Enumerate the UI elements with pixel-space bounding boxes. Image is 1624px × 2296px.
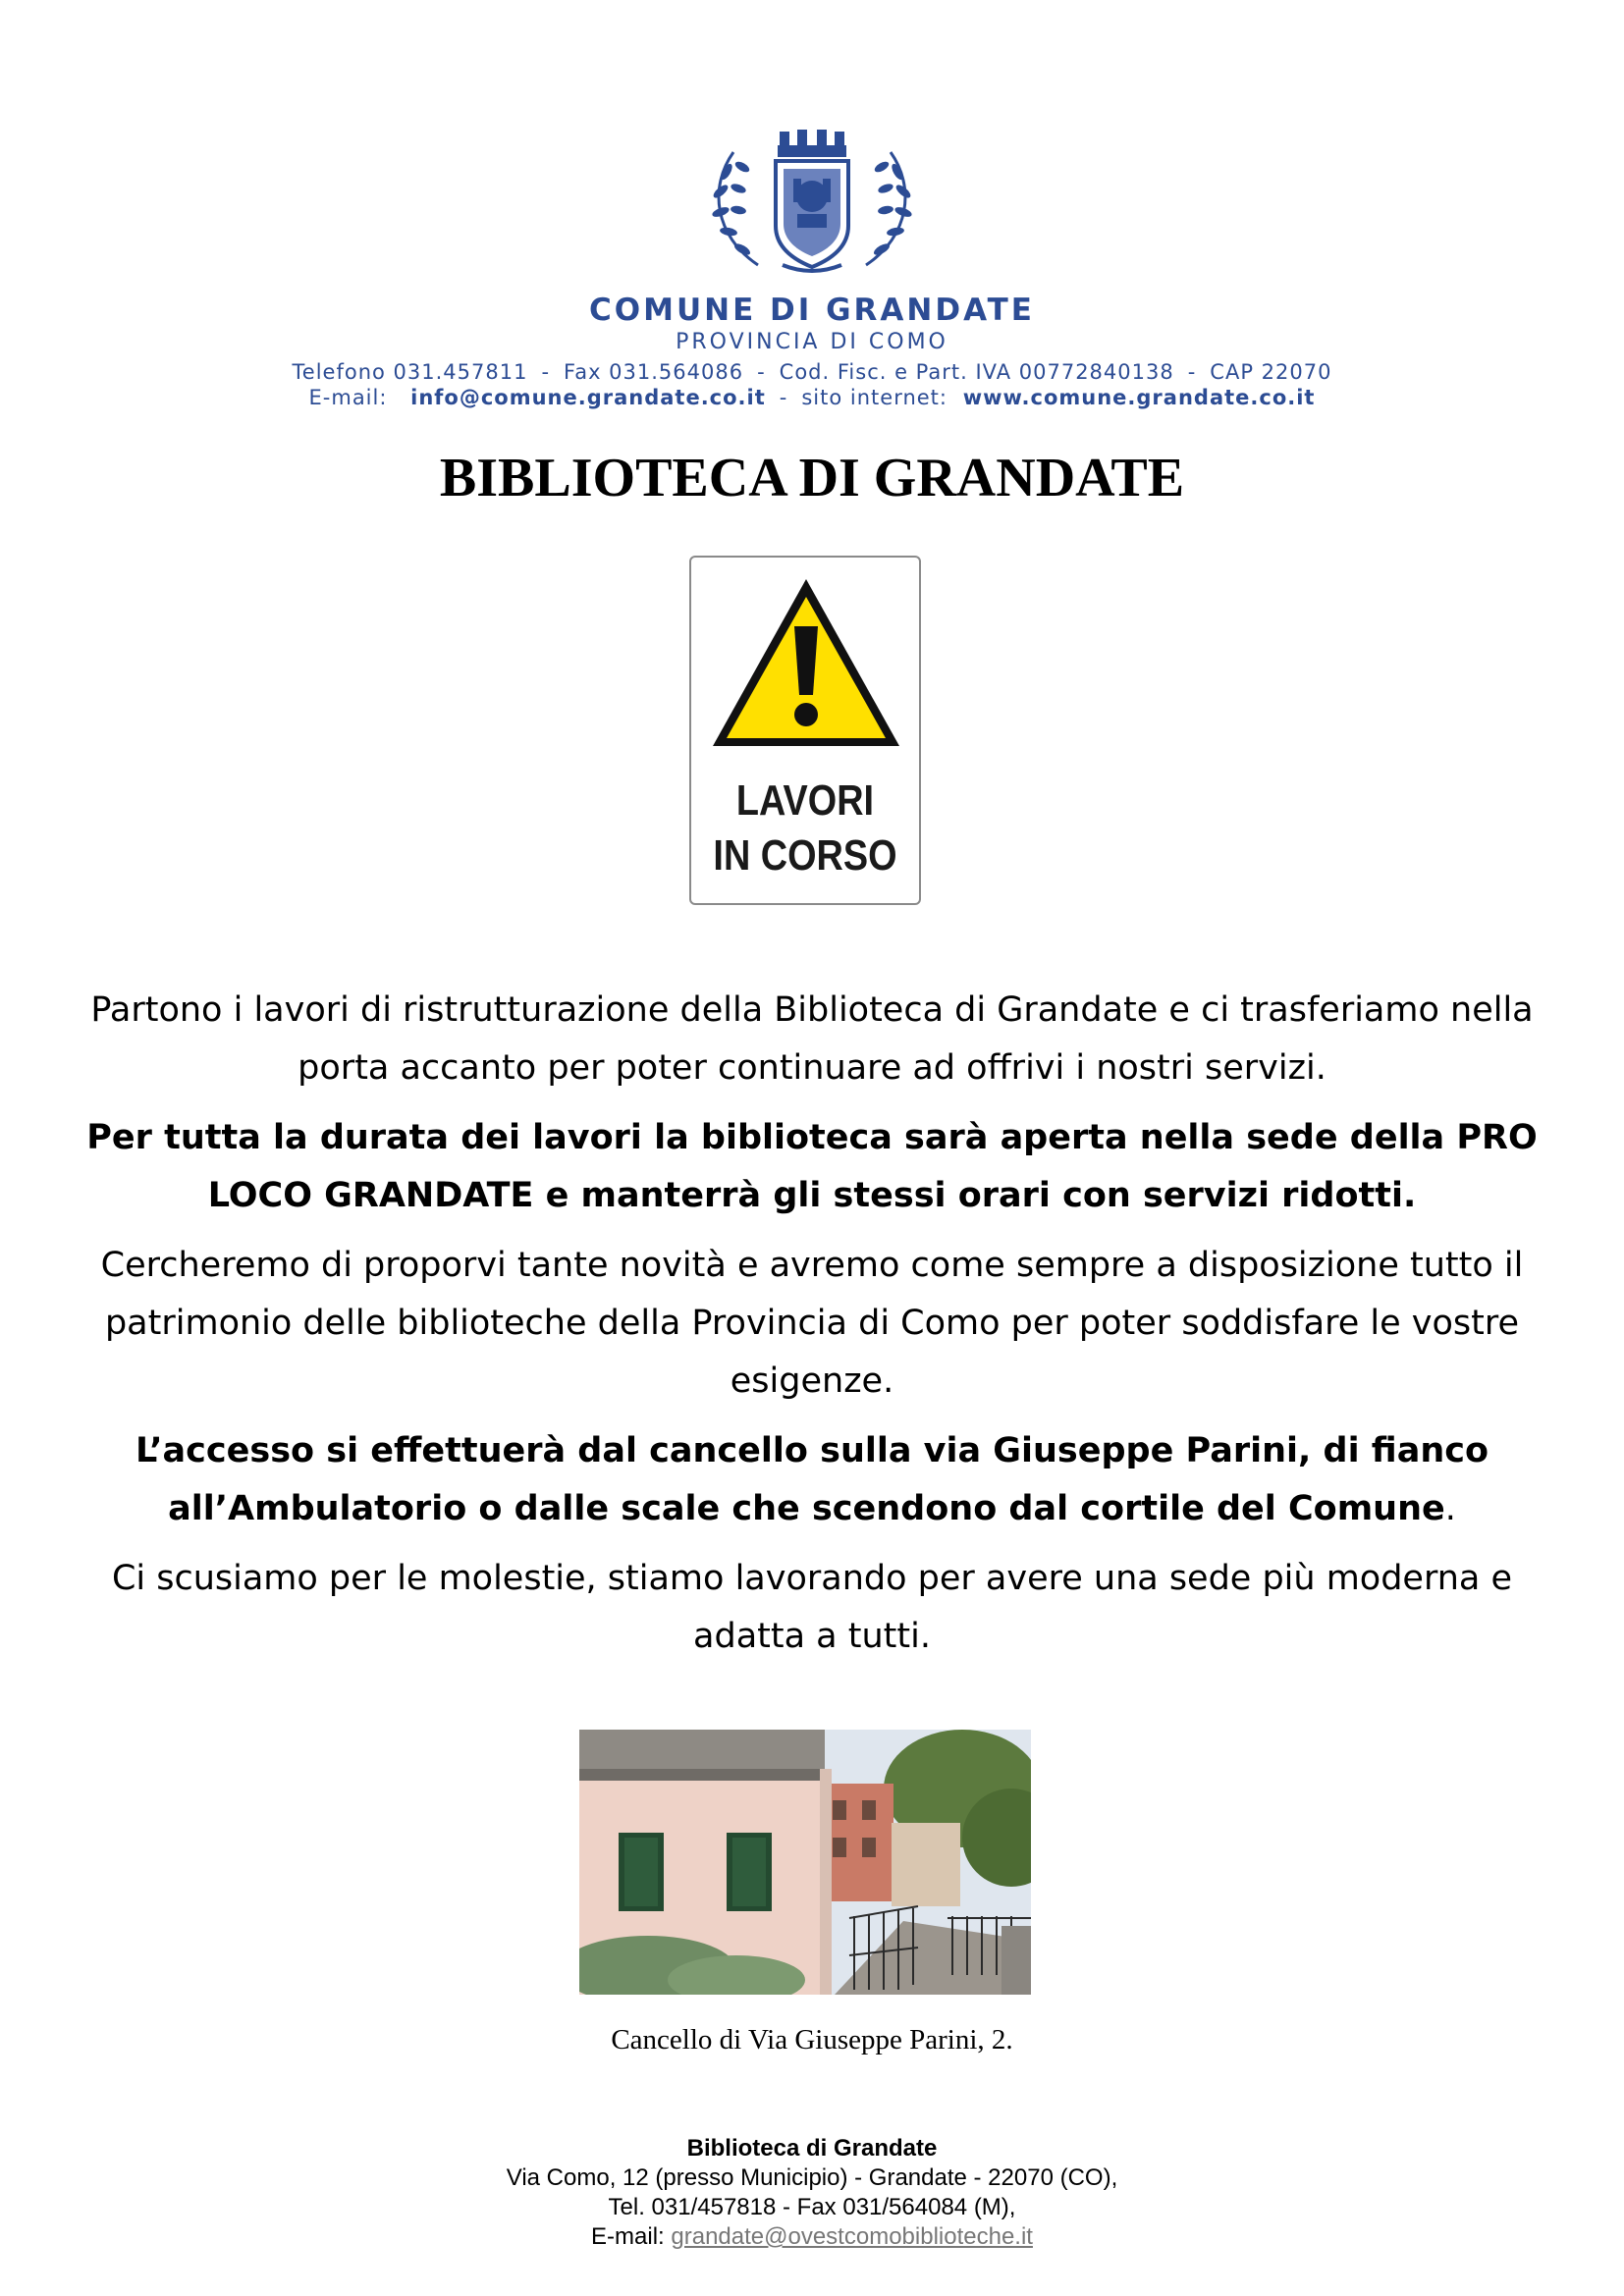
paragraph-3: Cercheremo di proporvi tante novità e avremo come sempre a disposizione tutto il patrimonio delle biblioteche della Provincia di Como per poter soddisfare le vostre esigenze. bbox=[100, 1246, 1524, 1401]
footer-email-label: E-mail: bbox=[591, 2223, 665, 2250]
fax: Fax 031.564086 bbox=[564, 360, 744, 384]
footer-name: Biblioteca di Grandate bbox=[686, 2135, 938, 2162]
contact-line: Telefono 031.457811 - Fax 031.564086 - Cod. Fisc. e Part. IVA 00772840138 - CAP 22070 bbox=[292, 360, 1332, 384]
footer bbox=[0, 2134, 1624, 2252]
street-photo-image bbox=[579, 1730, 1031, 1995]
footer-phones: Tel. 031/457818 - Fax 031/564084 (M), bbox=[608, 2194, 1016, 2220]
paragraph-4 bbox=[69, 1422, 1555, 1538]
paragraph-2: Per tutta la durata dei lavori la biblioteca sarà aperta nella sede della PRO LOCO GRANDATE e manterrà gli stessi orari con servizi ridotti. bbox=[86, 1118, 1538, 1215]
paragraph-4-tail: . bbox=[1444, 1489, 1456, 1528]
paragraph-5: Ci scusiamo per le molestie, stiamo lavorando per avere una sede più moderna e adatta a tutti. bbox=[111, 1559, 1513, 1656]
web-line: E-mail: info@comune.grandate.co.it - sito internet: www.comune.grandate.co.it bbox=[308, 386, 1316, 409]
photo-caption: Cancello di Via Giuseppe Parini, 2. bbox=[611, 2024, 1013, 2056]
notice-body bbox=[69, 982, 1555, 1678]
province-name: PROVINCIA DI COMO bbox=[676, 330, 948, 354]
footer-address: Via Como, 12 (presso Municipio) - Grandate - 22070 (CO), bbox=[506, 2164, 1118, 2191]
sign-line-2: IN CORSO bbox=[713, 831, 897, 880]
footer-email-link[interactable]: grandate@ovestcomobiblioteche.it bbox=[671, 2223, 1033, 2250]
footer-email-line bbox=[0, 2222, 1624, 2252]
sign-line-1: LAVORI bbox=[735, 776, 875, 825]
warning-triangle-icon bbox=[703, 569, 909, 756]
tax-code: Cod. Fisc. e Part. IVA 00772840138 bbox=[779, 360, 1174, 384]
email-link[interactable]: info@comune.grandate.co.it bbox=[410, 386, 766, 409]
comune-crest-icon bbox=[699, 128, 925, 275]
site-link[interactable]: www.comune.grandate.co.it bbox=[962, 386, 1316, 409]
site-label: sito internet: bbox=[801, 386, 947, 409]
paragraph-1: Partono i lavori di ristrutturazione della Biblioteca di Grandate e ci trasferiamo nella porta accanto per poter continuare ad offrivi i nostri servizi. bbox=[90, 990, 1534, 1088]
page-title: BIBLIOTECA DI GRANDATE bbox=[439, 448, 1185, 508]
paragraph-4-bold: L’accesso si effettuerà dal cancello sulla via Giuseppe Parini, di fianco all’Ambulatorio o dalle scale che scendono dal cortile del Comune bbox=[135, 1431, 1489, 1528]
email-label: E-mail: bbox=[308, 386, 388, 409]
sign-text bbox=[707, 774, 903, 883]
letterhead bbox=[0, 128, 1624, 409]
phone: Telefono 031.457811 bbox=[292, 360, 528, 384]
comune-name: COMUNE DI GRANDATE bbox=[589, 293, 1035, 328]
warning-sign bbox=[689, 556, 921, 905]
cap: CAP 22070 bbox=[1210, 360, 1332, 384]
